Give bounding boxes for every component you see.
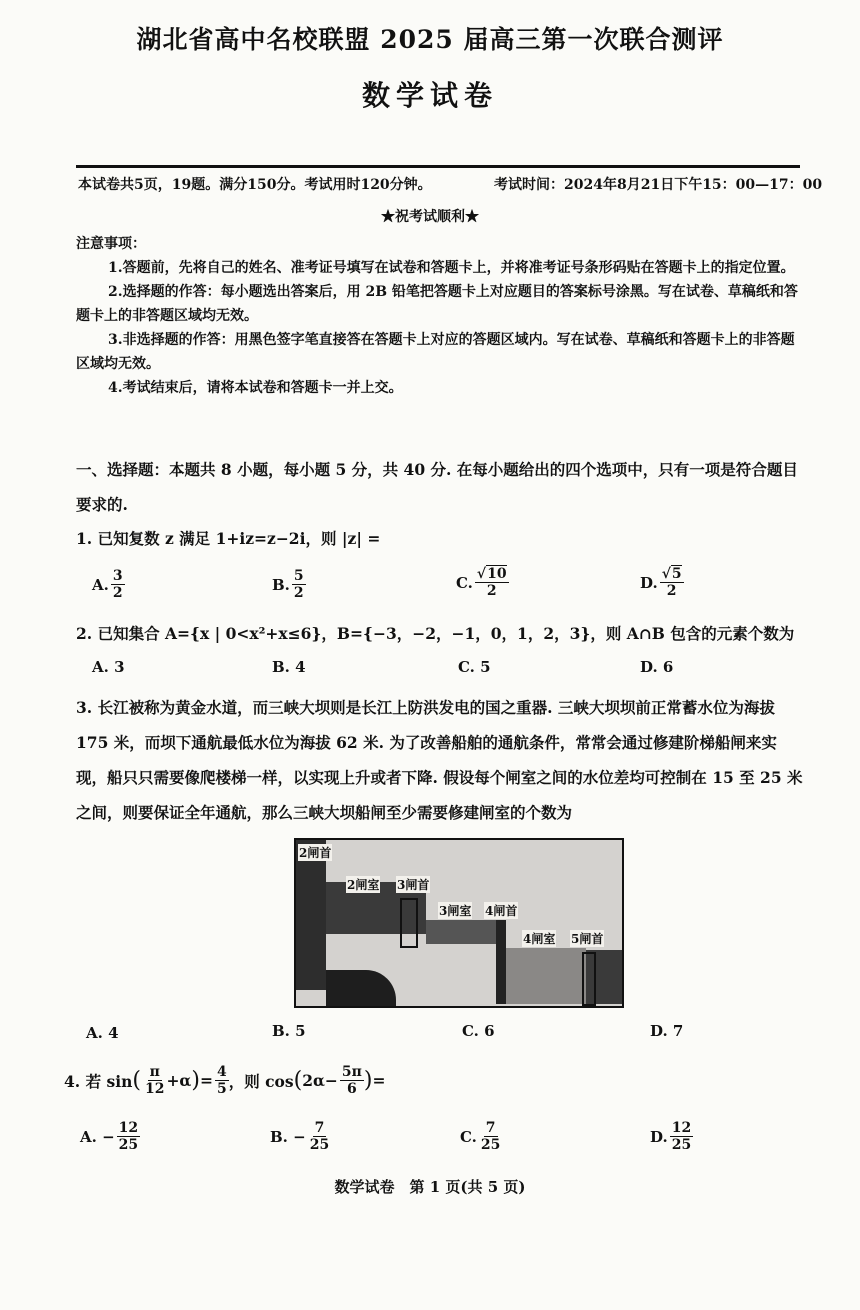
notice-item-1: 1.答题前，先将自己的姓名、准考证号填写在试卷和答题卡上，并将准考证号条形码贴在答题卡上的指定位置。: [108, 260, 795, 276]
question-4-stem: [64, 1064, 386, 1097]
numerator: 3: [112, 568, 123, 584]
radicand: 10: [487, 566, 507, 582]
numerator: 5: [293, 568, 304, 584]
q4-arg2-fraction: [340, 1064, 364, 1097]
q3-option-a: A. 4: [86, 1024, 119, 1042]
figure-label-5: 4闸室: [523, 932, 556, 946]
numerator: 7: [314, 1120, 325, 1136]
denominator: 2: [112, 585, 123, 601]
numerator: 4: [216, 1064, 227, 1080]
exam-info-right: 考试时间：2024年8月21日下午15：00—17：00: [494, 177, 823, 193]
denominator: 5: [216, 1081, 227, 1097]
exam-info-left: 本试卷共5页，19题。满分150分。考试用时120分钟。: [78, 177, 432, 193]
q2-option-c: C. 5: [458, 658, 491, 676]
q1-option-a-fraction: [111, 568, 125, 601]
question-1-stem: 1. 已知复数 z 满足 1+iz=z−2i，则 |z| =: [76, 529, 381, 548]
q4-stem-end: =: [372, 1071, 386, 1090]
header-rule: [76, 165, 800, 168]
rock-shadow: [326, 970, 396, 1006]
figure-label-0: 2闸首: [299, 846, 332, 860]
q4-option-a: [80, 1120, 140, 1153]
denominator: 2: [293, 585, 304, 601]
q4-stem-mid: ，则 cos: [228, 1071, 294, 1091]
q4-option-d-fraction: [670, 1120, 693, 1153]
lock-head-2-wall: [296, 840, 326, 990]
gate-5: [582, 952, 596, 1006]
q3-option-c: C. 6: [462, 1022, 495, 1040]
exam-subject: 数学试卷: [361, 79, 498, 112]
notice-item-4: 4.考试结束后，请将本试卷和答题卡一并上交。: [108, 380, 403, 396]
numerator: √10: [476, 566, 507, 582]
q4-option-d-label: D.: [650, 1127, 668, 1146]
q1-option-c-label: C.: [456, 573, 473, 592]
q4-option-b: [270, 1120, 331, 1153]
figure-label-2: 3闸首: [397, 878, 430, 892]
q2-option-b: B. 4: [272, 658, 306, 676]
q4-option-c: [460, 1120, 502, 1153]
q2-option-d: D. 6: [640, 658, 674, 676]
numerator: π: [149, 1064, 160, 1080]
good-luck-wish: ★祝考试顺利★: [381, 209, 479, 225]
q1-option-a: [92, 568, 125, 601]
q1-option-b: [272, 568, 306, 601]
q1-option-c-fraction: [475, 566, 509, 599]
numerator: 5π: [341, 1064, 362, 1080]
numerator: 12: [118, 1120, 139, 1136]
lock-chamber-3: [426, 920, 496, 944]
q1-option-b-label: B.: [272, 575, 290, 594]
numerator: 12: [671, 1120, 692, 1136]
q4-stem-prefix: 4. 若 sin: [64, 1071, 133, 1091]
denominator: 12: [144, 1081, 165, 1097]
section-1-heading: [76, 452, 804, 522]
denominator: 25: [118, 1137, 139, 1153]
q3-option-b: B. 5: [272, 1022, 306, 1040]
section-1-heading-text: 一、选择题：本题共 8 小题，每小题 5 分，共 40 分. 在每小题给出的四个选项中，只有一项是符合题目要求的.: [76, 460, 798, 514]
denominator: 6: [347, 1081, 357, 1097]
figure-label-1: 2闸室: [347, 878, 380, 892]
notice-heading: 注意事项：: [76, 236, 146, 252]
paren-open: (: [293, 1068, 303, 1093]
denominator: 25: [671, 1137, 692, 1153]
denominator: 25: [309, 1137, 330, 1153]
q4-option-c-fraction: [479, 1120, 502, 1153]
notice-block: [76, 232, 804, 400]
question-3-stem: 3. 长江被称为黄金水道，而三峡大坝则是长江上防洪发电的国之重器. 三峡大坝坝前正常蓄水位为海拔 175 米，而坝下通航最低水位为海拔 62 米. 为了改善船舶的通航条件，常常会通过修建阶梯船闸来实现，船只只需要像爬楼梯一样，以实现上升或者下降. 假设每个闸室之间的水位差均可控制在 15 至 25 米之间，则要保证全年通航，那么三峡大坝船闸至少需要修建闸室的个数为: [76, 698, 803, 822]
q4-option-b-label: B. −: [270, 1127, 306, 1146]
denominator: 2: [486, 583, 497, 599]
q4-arg2-prefix: 2α−: [302, 1071, 338, 1090]
q4-option-a-label: A. −: [80, 1127, 115, 1146]
notice-item-3: 3.非选择题的作答：用黑色签字笔直接答在答题卡上对应的答题区域内。写在试卷、草稿纸和答题卡上的非答题区域均无效。: [76, 332, 795, 372]
numerator: √5: [661, 566, 682, 582]
q4-option-d: [650, 1120, 693, 1153]
q4-stem-plus: +α: [166, 1071, 192, 1090]
figure-label-4: 4闸首: [485, 904, 518, 918]
paren-close: ): [363, 1068, 373, 1093]
q1-option-c: [456, 566, 509, 599]
q3-option-d: D. 7: [650, 1022, 684, 1040]
lock-head-4-wall: [496, 920, 506, 1004]
question-2-stem: 2. 已知集合 A={x | 0<x²+x≤6}，B={−3，−2，−1，0，1，2，3}，则 A∩B 包含的元素个数为: [76, 624, 795, 643]
notice-item-2: 2.选择题的作答：每小题选出答案后，用 2B 铅笔把答题卡上对应题目的答案标号涂黑。写在试卷、草稿纸和答题卡上的非答题区域均无效。: [76, 284, 798, 324]
paren-close: ): [191, 1068, 200, 1093]
page-footer: 数学试卷 第 1 页(共 5 页): [334, 1178, 526, 1196]
q1-option-a-label: A.: [92, 575, 109, 594]
gate-3: [400, 898, 418, 948]
q1-option-b-fraction: [292, 568, 306, 601]
lock-chamber-4: [506, 948, 586, 1004]
q4-stem-eq: =: [199, 1071, 213, 1090]
exam-title: 湖北省高中名校联盟 2025 届高三第一次联合测评: [136, 25, 724, 54]
q1-option-d-label: D.: [640, 573, 658, 592]
denominator: 25: [480, 1137, 501, 1153]
ship-lock-figure: [294, 838, 624, 1008]
denominator: 2: [666, 583, 677, 599]
q4-option-b-fraction: [308, 1120, 331, 1153]
numerator: 7: [485, 1120, 496, 1136]
figure-label-6: 5闸首: [571, 932, 604, 946]
q1-option-d-fraction: [660, 566, 684, 599]
radicand: 5: [671, 566, 682, 582]
q4-option-a-fraction: [117, 1120, 140, 1153]
q4-option-c-label: C.: [460, 1127, 477, 1146]
figure-label-3: 3闸室: [439, 904, 472, 918]
q1-option-d: [640, 566, 684, 599]
q2-option-a: A. 3: [92, 658, 125, 676]
q4-arg1-fraction: [143, 1064, 166, 1097]
q4-rhs-fraction: [215, 1064, 229, 1097]
paren-open: (: [132, 1068, 141, 1093]
